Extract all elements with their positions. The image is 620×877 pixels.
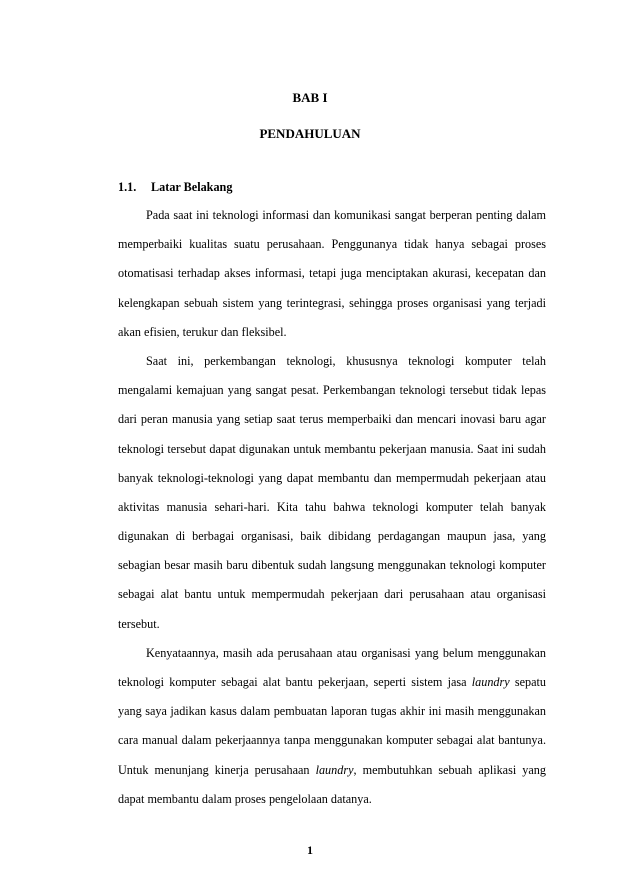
- section-heading: [118, 177, 232, 197]
- paragraph-2-line-4: teknologi tersebut dapat digunakan untuk membantu pekerjaan manusia. Saat ini sudah: [118, 441, 546, 456]
- paragraph-3-line-3: yang saya jadikan kasus dalam pembuatan laporan tugas akhir ini masih menggunakan: [118, 704, 546, 719]
- paragraph-3-line-1: Kenyataannya, masih ada perusahaan atau organisasi yang belum menggunakan: [146, 645, 546, 660]
- section-number: 1.1.: [118, 180, 137, 194]
- section-title: Latar Belakang: [151, 180, 233, 194]
- paragraph-2-line-10: tersebut.: [118, 616, 160, 631]
- italic-term: laundry: [471, 675, 510, 689]
- paragraph-3-line-4: cara manual dalam pekerjaannya tanpa menggunakan komputer sebagai alat bantunya.: [118, 733, 546, 748]
- paragraph-1-line-1: Pada saat ini teknologi informasi dan komunikasi sangat berperan penting dalam: [146, 208, 546, 222]
- paragraph-1-line-2: memperbaiki kualitas suatu perusahaan. Penggunanya tidak hanya sebagai proses: [118, 237, 546, 252]
- italic-term: laundry: [315, 762, 354, 777]
- page-number: 1: [307, 843, 313, 857]
- paragraph-1-line-5: akan efisien, terukur dan fleksibel.: [118, 324, 287, 339]
- chapter-heading: BAB I: [292, 90, 328, 105]
- paragraph-2-line-1: Saat ini, perkembangan teknologi, khususnya teknologi komputer telah: [146, 353, 546, 368]
- paragraph-2-line-5: banyak teknologi-teknologi yang dapat membantu dan mempermudah pekerjaan atau: [118, 470, 546, 485]
- paragraph-2-line-8: sebagian besar masih baru dibentuk sudah langsung menggunakan teknologi komputer: [118, 558, 546, 573]
- paragraph-3-line-5: Untuk menunjang kinerja perusahaan laundry, membutuhkan sebuah aplikasi yang: [118, 762, 546, 777]
- body-text: [118, 205, 546, 818]
- paragraph-2-line-2: mengalami kemajuan yang sangat pesat. Perkembangan teknologi tersebut tidak lepas: [118, 383, 546, 398]
- paragraph-1-line-3: otomatisasi terhadap akses informasi, tetapi juga menciptakan akurasi, kecepatan dan: [118, 266, 546, 281]
- paragraph-3-line-2: teknologi komputer sebagai alat bantu pekerjaan, seperti sistem jasa laundry sepatu: [118, 675, 547, 689]
- paragraph-2-line-3: dari peran manusia yang setiap saat terus memperbaiki dan mencari inovasi baru agar: [118, 412, 546, 427]
- paragraph-2-line-6: aktivitas manusia sehari-hari. Kita tahu bahwa teknologi komputer telah banyak: [118, 499, 546, 514]
- paragraph-2-line-7: digunakan di berbagai organisasi, baik dibidang perdagangan maupun jasa, yang: [118, 529, 546, 544]
- chapter-title: PENDAHULUAN: [259, 126, 361, 141]
- paragraph-2-line-9: sebagai alat bantu untuk mempermudah pekerjaan dari perusahaan atau organisasi: [118, 587, 546, 602]
- paragraph-1-line-4: kelengkapan sebuah sistem yang terintegrasi, sehingga proses organisasi yang terjadi: [118, 295, 546, 310]
- paragraph-3-line-6: dapat membantu dalam proses pengelolaan datanya.: [118, 791, 372, 806]
